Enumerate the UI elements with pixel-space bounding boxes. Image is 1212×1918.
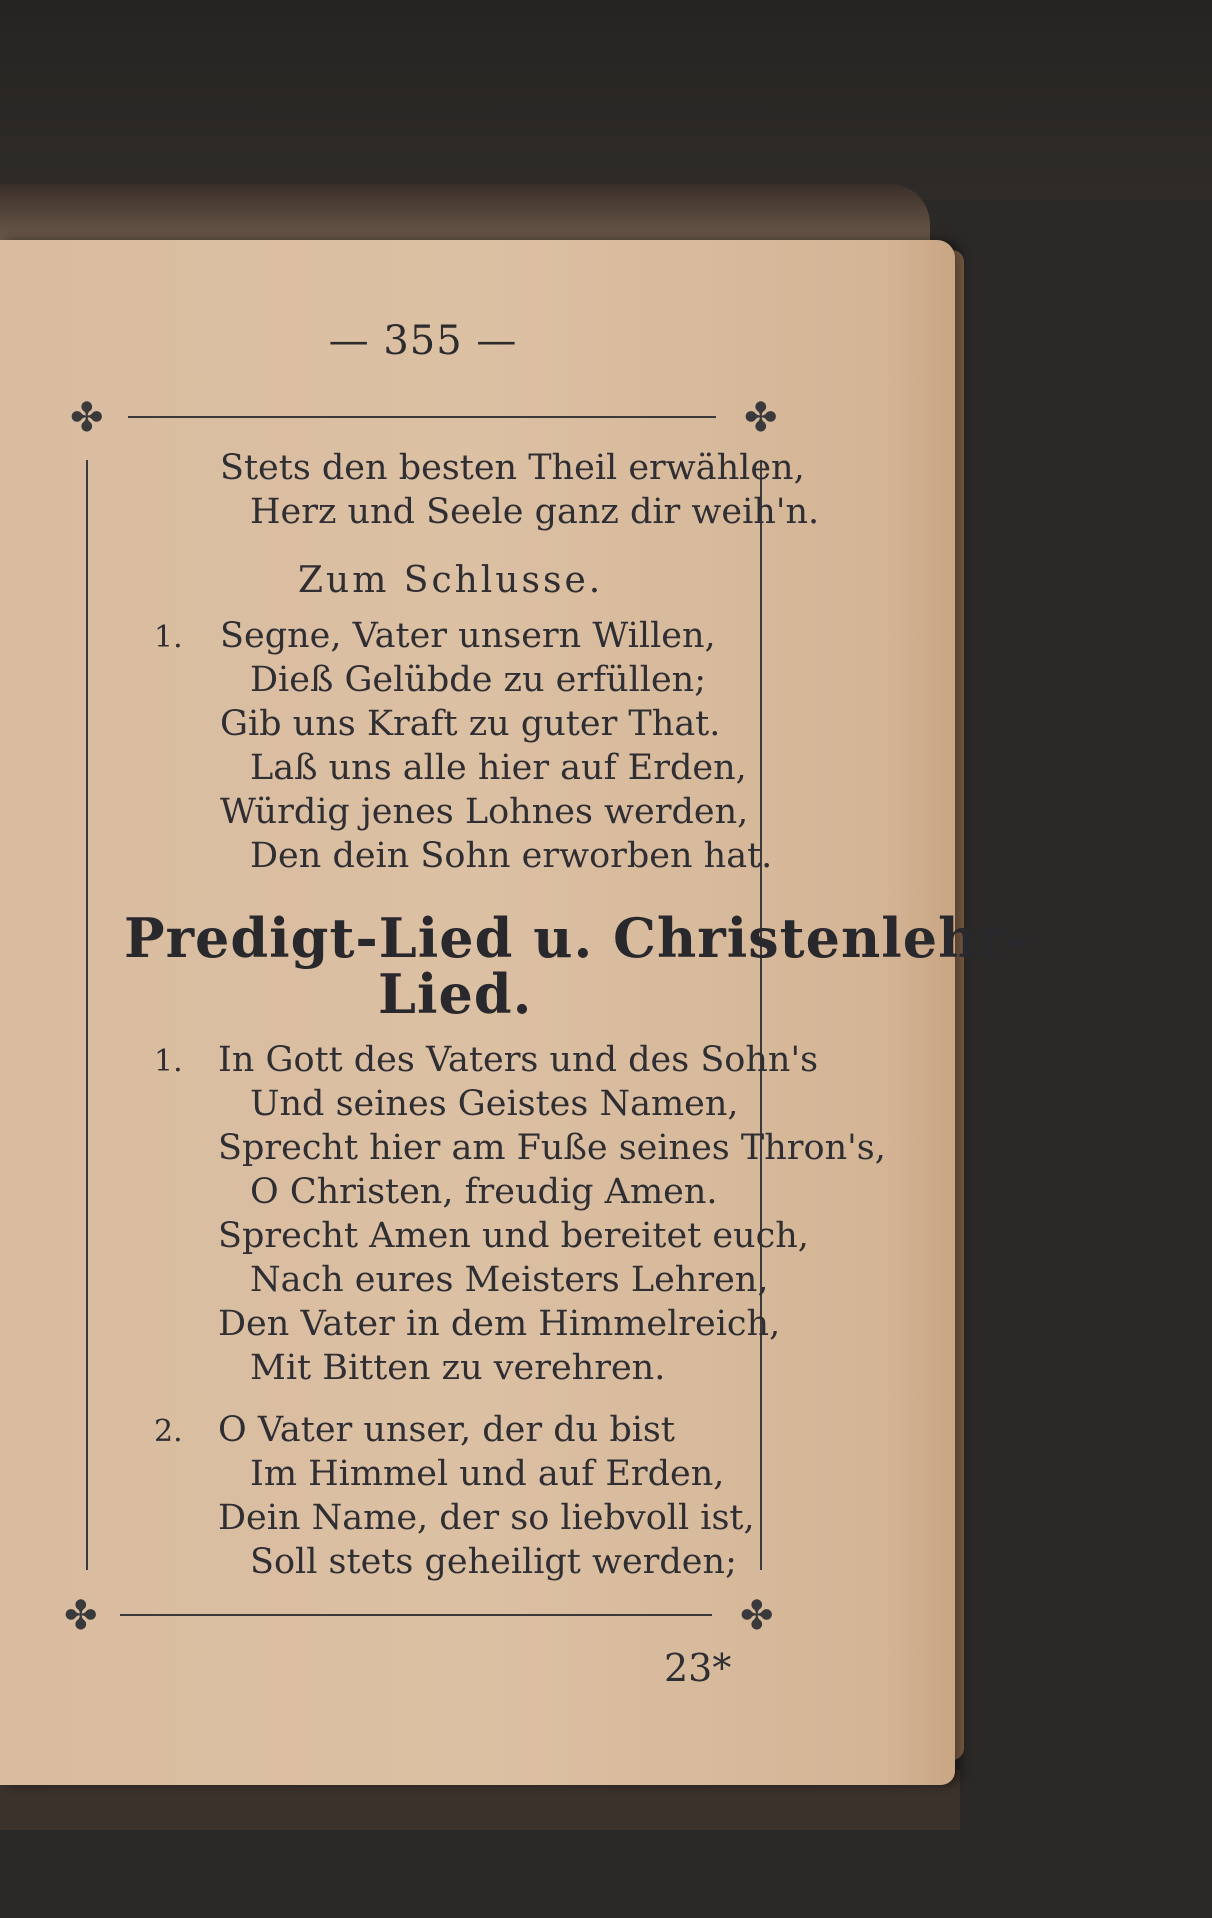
frame-top-rule [128,416,716,418]
signature-mark: 23* [664,1646,732,1690]
text-line: Sprecht hier am Fuße seines Thron's, [218,1128,886,1168]
book-cover-top [0,184,930,244]
verse-number: 2. [154,1414,183,1449]
text-line: Herz und Seele ganz dir weih'n. [250,492,820,532]
fleuron-bottom-right-icon: ✤ [740,1593,774,1639]
text-line: Sprecht Amen und bereitet euch, [218,1216,809,1256]
text-line: In Gott des Vaters und des Sohn's [218,1040,819,1080]
text-line: Und seines Geistes Namen, [250,1084,739,1124]
text-line: Segne, Vater unsern Willen, [220,616,716,656]
frame-bottom-rule [120,1614,712,1616]
background-top [0,0,1212,200]
fleuron-top-right-icon: ✤ [744,395,778,441]
text-line: Gib uns Kraft zu guter That. [220,704,721,744]
text-line: Nach eures Meisters Lehren, [250,1260,769,1300]
frame-right-rule [760,460,762,1570]
text-line: Dein Name, der so liebvoll ist, [218,1498,755,1538]
text-line: Soll stets geheiligt werden; [250,1542,737,1582]
frame-left-rule [86,460,88,1570]
text-line: Laß uns alle hier auf Erden, [250,748,747,788]
text-line: O Vater unser, der du bist [218,1410,675,1450]
verse-number: 1. [154,620,183,655]
text-line: Den dein Sohn erworben hat. [250,836,773,876]
text-line: Dieß Gelübde zu erfüllen; [250,660,707,700]
fleuron-bottom-left-icon: ✤ [64,1593,98,1639]
text-line: O Christen, freudig Amen. [250,1172,718,1212]
section-title-sermon-line2: Lied. [378,962,533,1026]
text-line: Würdig jenes Lohnes werden, [220,792,749,832]
text-line: Den Vater in dem Himmelreich, [218,1304,781,1344]
section-title-sermon-line1: Predigt-Lied u. Christenlehr- [124,906,1032,970]
verse-number: 1. [154,1044,183,1079]
text-line: Im Himmel und auf Erden, [250,1454,725,1494]
section-title-closing: Zum Schlusse. [298,560,604,601]
text-line: Stets den besten Theil erwählen, [220,448,805,488]
page-number: — 355 — [328,318,518,364]
text-line: Mit Bitten zu verehren. [250,1348,666,1388]
fleuron-top-left-icon: ✤ [70,395,104,441]
